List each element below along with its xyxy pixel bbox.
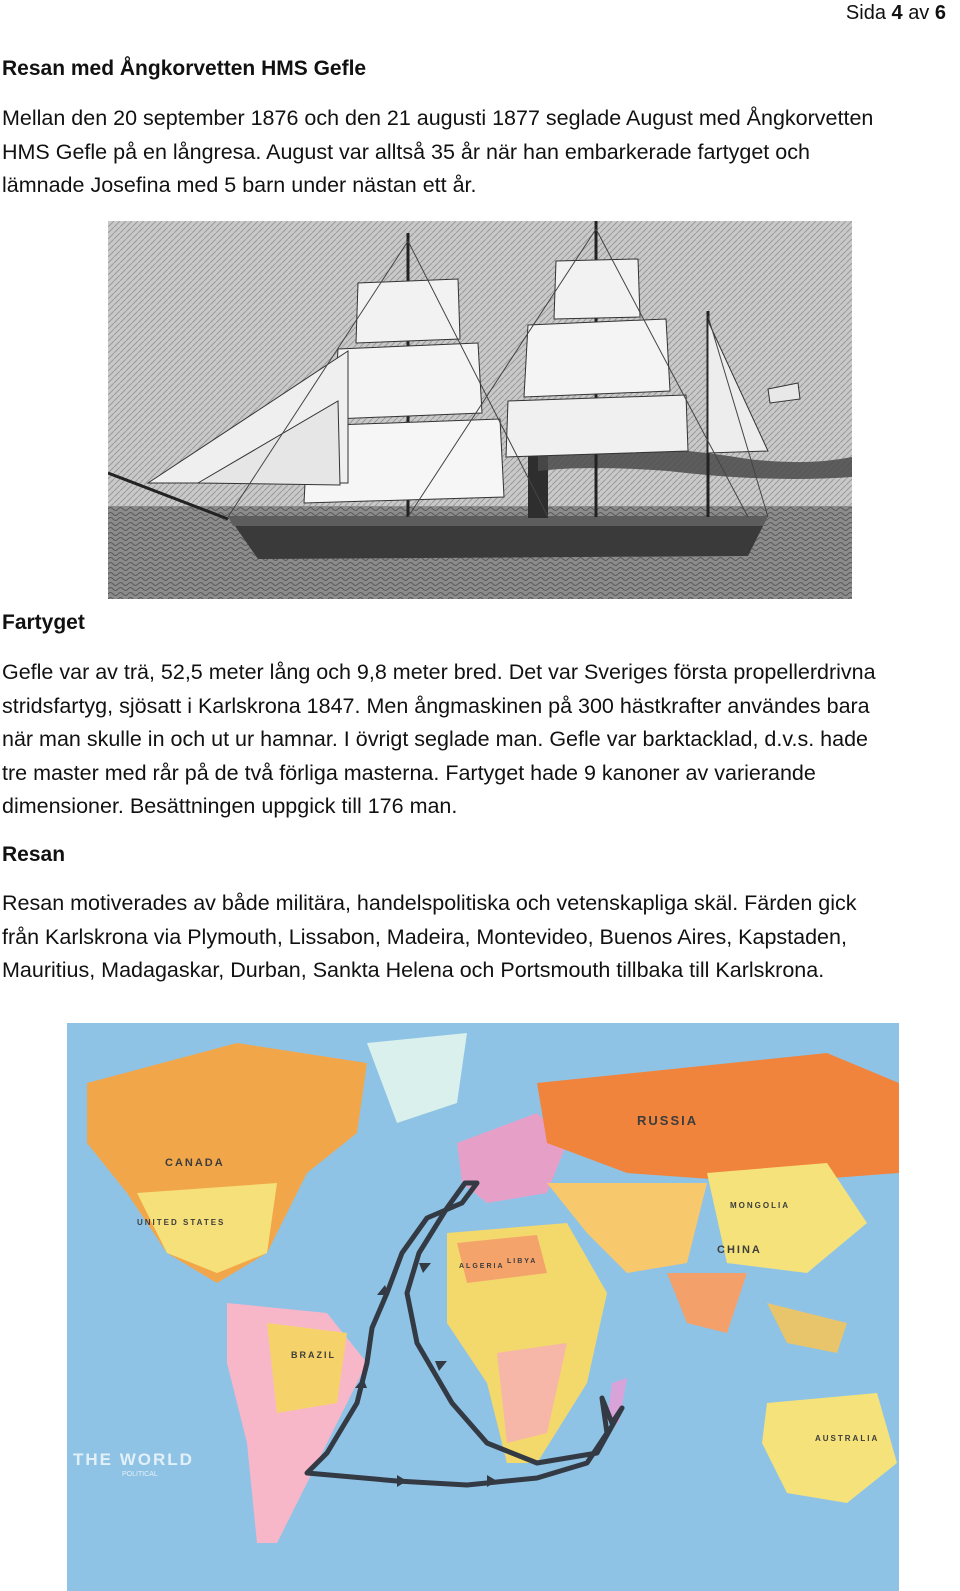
voyage-line: Resan motiverades av både militära, handelspolitiska och vetenskapliga skäl. Färden gick <box>2 891 857 915</box>
ship-line: tre master med rår på de två förliga masterna. Fartyget hade 9 kanoner av varierande <box>2 760 816 785</box>
voyage-paragraph <box>2 887 952 988</box>
map-label-china: CHINA <box>717 1244 762 1256</box>
page-current: 4 <box>891 2 903 24</box>
ship-line: dimensioner. Besättningen uppgick till 176 man. <box>2 794 458 818</box>
ship-line: när man skulle in och ut ur hamnar. I övrigt seglade man. Gefle var barktacklad, d.v.s. hade <box>2 727 869 751</box>
ship-paragraph <box>2 656 952 824</box>
intro-paragraph <box>2 102 952 203</box>
section-heading-voyage: Resan <box>2 843 66 866</box>
intro-line: HMS Gefle på en långresa. August var alltså 35 år när han embarkerade fartyget och <box>2 139 810 164</box>
page-title: Resan med Ångkorvetten HMS Gefle <box>2 57 367 80</box>
voyage-line: från Karlskrona via Plymouth, Lissabon, Madeira, Montevideo, Buenos Aires, Kapstaden, <box>2 924 847 949</box>
voyage-line: Mauritius, Madagaskar, Durban, Sankta Helena och Portsmouth tillbaka till Karlskrona. <box>2 958 825 982</box>
page-prefix: Sida <box>845 2 886 24</box>
page-total: 6 <box>934 2 946 24</box>
map-label-united-states: UNITED STATES <box>137 1218 226 1227</box>
ship-illustration <box>108 221 852 599</box>
map-label-mongolia: MONGOLIA <box>730 1201 790 1210</box>
map-title: THE WORLD <box>73 1450 194 1469</box>
map-label-brazil: BRAZIL <box>291 1350 336 1360</box>
map-label-australia: AUSTRALIA <box>815 1434 880 1443</box>
map-label-russia: RUSSIA <box>637 1113 699 1128</box>
ship-line: Gefle var av trä, 52,5 meter lång och 9,8 meter bred. Det var Sveriges första propellerdrivna <box>2 660 876 684</box>
map-subtitle: POLITICAL <box>122 1471 158 1478</box>
map-label-algeria: ALGERIA <box>459 1263 505 1270</box>
map-label-libya: LIBYA <box>507 1258 538 1265</box>
world-map <box>67 1023 899 1591</box>
page-of: av <box>908 2 930 24</box>
ship-line: stridsfartyg, sjösatt i Karlskrona 1847. Men ångmaskinen på 300 hästkrafter användes bara <box>2 693 870 718</box>
page-number <box>846 2 946 25</box>
intro-line: lämnade Josefina med 5 barn under nästan ett år. <box>2 173 477 197</box>
intro-line: Mellan den 20 september 1876 och den 21 augusti 1877 seglade August med Ångkorvetten <box>2 106 874 130</box>
map-label-canada: CANADA <box>165 1157 225 1169</box>
section-heading-ship: Fartyget <box>2 611 85 634</box>
